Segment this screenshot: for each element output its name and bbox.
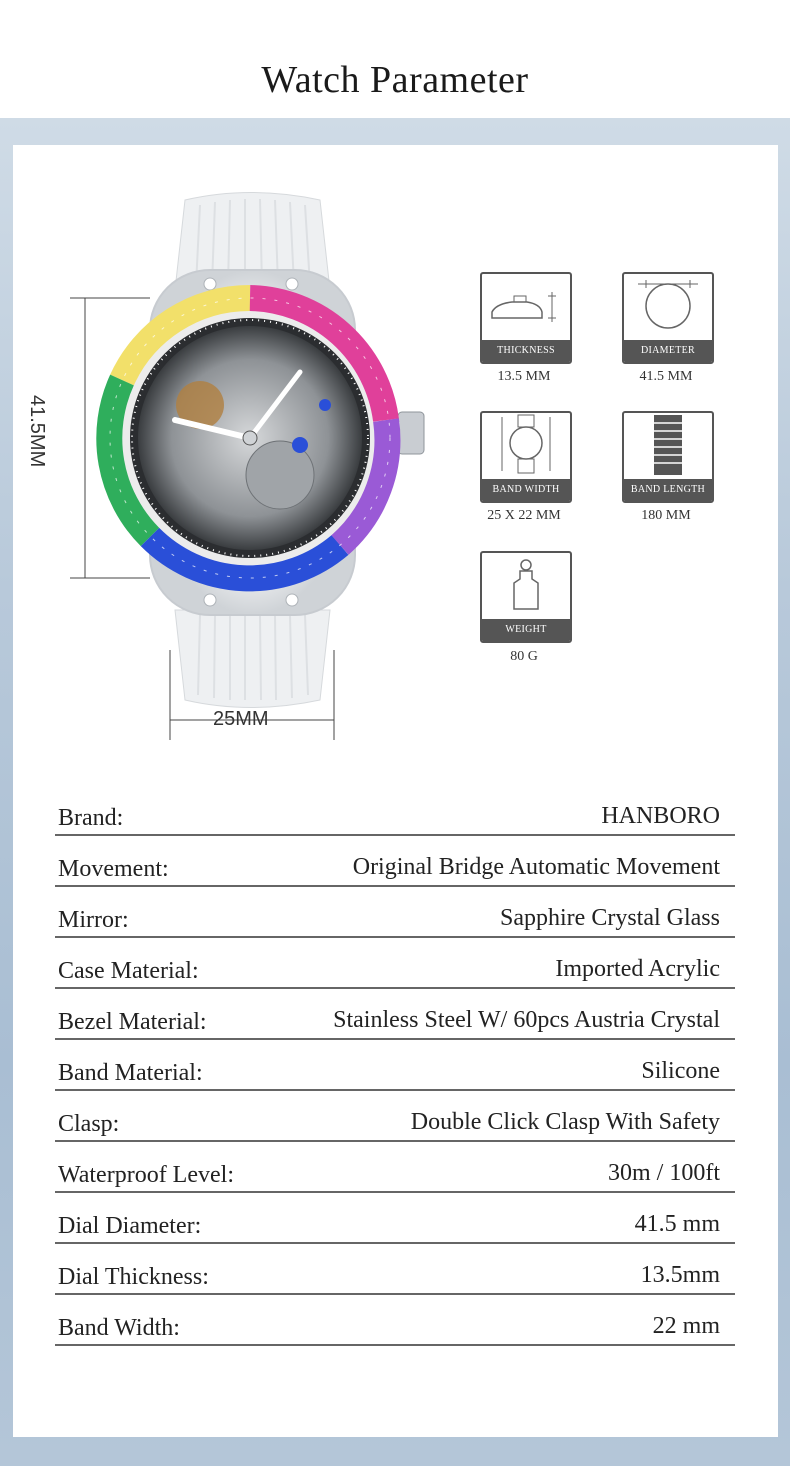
param-label: Bezel Material: xyxy=(58,1009,207,1035)
param-value: Imported Acrylic xyxy=(555,956,720,982)
spec-caption: WEIGHT xyxy=(482,619,570,641)
spec-caption: DIAMETER xyxy=(624,340,712,362)
spec-caption: THICKNESS xyxy=(482,340,570,362)
param-row-dial-thickness xyxy=(55,1253,735,1295)
param-row-case-material xyxy=(55,947,735,989)
spec-value: 13.5 MM xyxy=(497,369,551,384)
param-value: 13.5mm xyxy=(640,1262,720,1288)
band-width-icon xyxy=(482,413,570,477)
param-row-band-material xyxy=(55,1049,735,1091)
param-row-waterproof-level xyxy=(55,1151,735,1193)
spec-caption: BAND WIDTH xyxy=(482,479,570,501)
param-value: Original Bridge Automatic Movement xyxy=(352,854,720,880)
param-label: Dial Diameter: xyxy=(58,1213,202,1239)
spec-card-band-width xyxy=(480,411,572,503)
param-label: Band Material: xyxy=(58,1060,203,1086)
param-row-band-width xyxy=(55,1304,735,1346)
param-label: Brand: xyxy=(58,805,124,831)
page-title: Watch Parameter xyxy=(261,59,529,101)
param-row-bezel-material xyxy=(55,998,735,1040)
param-value: 30m / 100ft xyxy=(608,1160,720,1186)
spec-card-band-length xyxy=(622,411,714,503)
param-row-brand xyxy=(55,794,735,836)
param-value: Double Click Clasp With Safety xyxy=(410,1109,720,1135)
spec-caption: BAND LENGTH xyxy=(624,479,712,501)
param-row-movement xyxy=(55,845,735,887)
spec-card-thickness xyxy=(480,272,572,364)
height-dimension-label: 41.5MM xyxy=(26,395,48,468)
thickness-icon xyxy=(482,274,570,338)
param-label: Clasp: xyxy=(58,1111,120,1137)
width-dimension-label: 25MM xyxy=(213,708,269,730)
diameter-icon xyxy=(624,274,712,338)
weight-icon xyxy=(482,553,570,617)
param-label: Band Width: xyxy=(58,1315,180,1341)
param-row-dial-diameter xyxy=(55,1202,735,1244)
param-row-clasp xyxy=(55,1100,735,1142)
param-value: Sapphire Crystal Glass xyxy=(500,905,720,931)
param-value: HANBORO xyxy=(601,803,720,829)
param-label: Movement: xyxy=(58,856,169,882)
spec-card-weight xyxy=(480,551,572,643)
spec-value: 180 MM xyxy=(641,508,691,523)
param-label: Mirror: xyxy=(58,907,129,933)
param-label: Waterproof Level: xyxy=(58,1162,234,1188)
param-value: Silicone xyxy=(641,1058,720,1084)
watch-image xyxy=(0,180,460,750)
band-length-icon xyxy=(624,413,712,477)
param-label: Dial Thickness: xyxy=(58,1264,209,1290)
spec-value: 25 X 22 MM xyxy=(487,508,561,523)
param-value: Stainless Steel W/ 60pcs Austria Crystal xyxy=(333,1007,720,1033)
spec-value: 80 G xyxy=(510,649,538,664)
spec-card-diameter xyxy=(622,272,714,364)
spec-value: 41.5 MM xyxy=(639,369,693,384)
param-value: 41.5 mm xyxy=(634,1211,720,1237)
param-row-mirror xyxy=(55,896,735,938)
param-value: 22 mm xyxy=(652,1313,720,1339)
param-label: Case Material: xyxy=(58,958,199,984)
